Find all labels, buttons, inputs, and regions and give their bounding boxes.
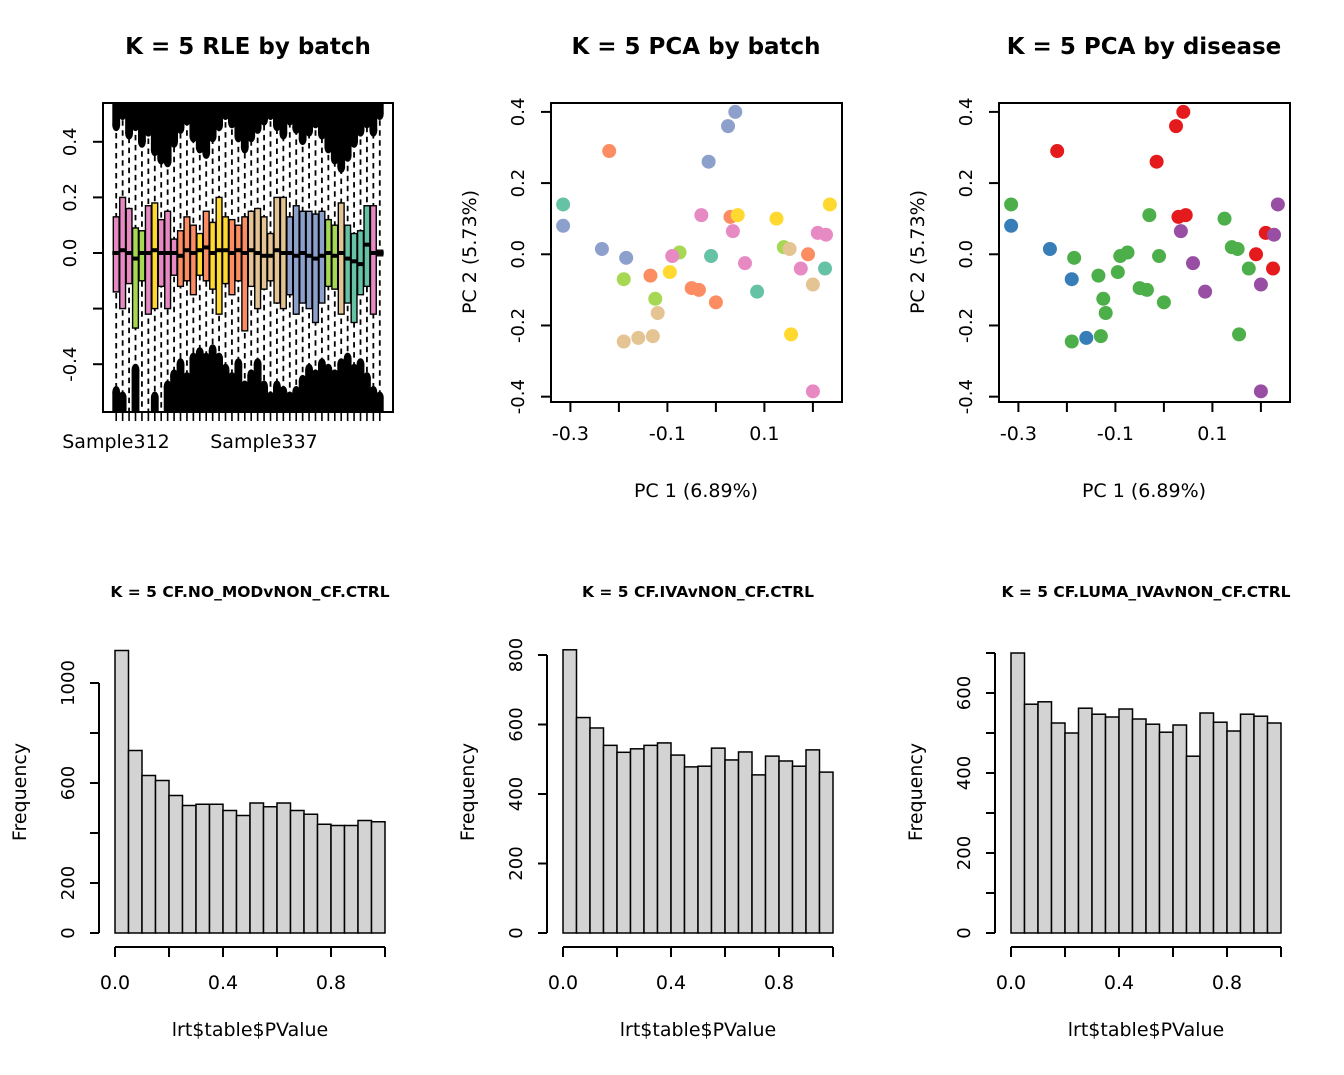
hist_iva-ytick-label: 600 <box>506 707 527 742</box>
hist-luma-xlabel: lrt$table$PValue <box>1067 1019 1225 1041</box>
pca_disease-xtick-label: -0.1 <box>1096 423 1134 445</box>
hist_luma-bar <box>1092 714 1106 933</box>
rle-box <box>197 234 203 276</box>
pca_batch-plot-frame <box>551 103 842 402</box>
rle-xtick-sample337: Sample337 <box>210 431 318 453</box>
rle-box <box>306 211 312 308</box>
pca_disease-point <box>1152 249 1166 263</box>
pca_batch-point <box>646 329 660 343</box>
pca_disease-point <box>1174 224 1188 238</box>
rle-outlier-mass-top <box>202 147 210 159</box>
rle-box <box>242 217 248 331</box>
rle-box <box>345 225 351 303</box>
pca_disease-point <box>1065 272 1079 286</box>
pca_disease-point <box>1111 265 1125 279</box>
pca_batch-point <box>801 247 815 261</box>
pca_disease-point <box>1142 208 1156 222</box>
pca-batch-chart <box>508 98 842 445</box>
hist_iva-ytick-label: 0 <box>506 927 527 939</box>
pca_disease-point <box>1113 249 1127 263</box>
rle-median <box>177 254 185 258</box>
rle-outlier-mass-top <box>376 108 384 120</box>
hist_luma-bar <box>1214 722 1228 933</box>
pca_batch-ytick-label: 0.0 <box>508 239 529 269</box>
rle-box <box>351 234 357 323</box>
hist-luma-ylabel: Frequency <box>905 742 927 842</box>
rle-outlier-mass-top <box>369 125 377 137</box>
pca_batch-point <box>750 285 764 299</box>
pca_disease-point <box>1043 242 1057 256</box>
pca_disease-point <box>1232 327 1246 341</box>
pca_disease-point <box>1266 262 1280 276</box>
hist_iva-ytick-label: 800 <box>506 637 527 673</box>
hist_luma-bar <box>1268 723 1282 933</box>
pca_disease-point <box>1004 219 1018 233</box>
pca_disease-ytick-label: 0.4 <box>956 97 977 127</box>
rle-box <box>338 203 344 314</box>
pca_batch-point <box>819 228 833 242</box>
hist_iva-xtick-label: 0.4 <box>655 972 687 994</box>
rle-box <box>287 217 293 295</box>
hist_luma-bar <box>1079 708 1093 933</box>
pca-disease-chart <box>956 98 1290 445</box>
hist_luma-bar <box>1011 653 1025 933</box>
hist-iva-xlabel: lrt$table$PValue <box>619 1019 777 1041</box>
rle-box <box>133 228 139 328</box>
rle-outlier-mass-bottom <box>119 392 127 404</box>
rle-outlier-mass-top <box>247 130 255 142</box>
hist_luma-bar <box>1200 713 1214 933</box>
pca_batch-point <box>770 212 784 226</box>
hist_luma-bar <box>1160 732 1174 933</box>
hist_iva-bar <box>725 760 739 933</box>
rle-outlier-mass-bottom <box>254 358 262 370</box>
pca_disease-point <box>1186 256 1200 270</box>
hist_luma-bar <box>1052 723 1066 933</box>
hist-luma-chart <box>954 653 1281 994</box>
hist_no_mod-bar <box>142 776 156 934</box>
pca_disease-point <box>1198 285 1212 299</box>
pca_batch-point <box>651 306 665 320</box>
pca_batch-point <box>806 384 820 398</box>
hist_no_mod-bar <box>156 781 170 934</box>
rle-median <box>363 243 371 247</box>
rle-ytick-label: 0.2 <box>60 183 81 212</box>
rle-box <box>210 222 216 289</box>
rle-outlier-mass-top <box>209 130 217 142</box>
rle-median <box>376 251 384 255</box>
pca_batch-point <box>709 295 723 309</box>
hist_no_mod-bar <box>169 796 183 934</box>
hist_no_mod-ytick-label: 1000 <box>58 660 79 706</box>
pca_disease-ytick-label: 0.2 <box>956 168 977 198</box>
pca_disease-point <box>1150 155 1164 169</box>
hist_iva-bar <box>563 650 577 933</box>
rle-box <box>165 211 171 308</box>
hist_luma-bar <box>1173 725 1187 933</box>
hist_luma-bar <box>1025 704 1039 933</box>
pca_disease-xtick-label: 0.1 <box>1197 423 1228 445</box>
hist_iva-bar <box>820 772 834 933</box>
hist_iva-bar <box>685 767 699 933</box>
rle-outlier-mass-bottom <box>363 372 371 384</box>
rle-box <box>120 197 126 308</box>
rle-outlier-mass-bottom <box>376 392 384 404</box>
rle-outlier-mass-top <box>241 141 249 153</box>
hist_iva-bar <box>779 761 793 933</box>
pca_disease-point <box>1065 334 1079 348</box>
rle-outlier-mass-top <box>215 119 223 131</box>
hist_iva-bar <box>739 752 753 933</box>
rle-median <box>132 257 140 261</box>
rle-plot-area <box>112 103 383 412</box>
pca_disease-ytick-label: -0.2 <box>956 307 977 344</box>
rle-outlier-mass-top <box>170 136 178 148</box>
pca_disease-point <box>1176 105 1190 119</box>
hist_iva-ytick-label: 400 <box>506 776 527 812</box>
pca_disease-point <box>1079 331 1093 345</box>
hist_iva-bar <box>806 750 820 933</box>
pca_disease-point <box>1218 212 1232 226</box>
rle-outlier-mass-bottom <box>209 344 217 356</box>
hist-no-mod-chart <box>58 651 385 995</box>
hist_no_mod-bar <box>250 803 264 933</box>
hist_no_mod-bar <box>358 821 372 934</box>
rle-outlier-mass-bottom <box>132 364 140 376</box>
hist_no_mod-xtick-label: 0.8 <box>315 972 347 994</box>
hist_iva-xtick-label: 0.0 <box>547 972 579 994</box>
hist_no_mod-bar <box>264 807 278 933</box>
rle-chart <box>60 103 393 421</box>
rle-box <box>178 231 184 287</box>
hist_luma-bar <box>1065 733 1079 933</box>
pca_batch-point <box>617 334 631 348</box>
hist_luma-xtick-label: 0.4 <box>1103 972 1135 994</box>
rle-outlier-mass-bottom <box>357 358 365 370</box>
hist_luma-ytick-label: 600 <box>954 675 975 711</box>
pca_batch-point <box>692 283 706 297</box>
pca-disease-title: K = 5 PCA by disease <box>1006 34 1282 60</box>
rle-median <box>337 251 345 255</box>
pca_disease-point <box>1050 144 1064 158</box>
pca_disease-plot-frame <box>999 103 1290 402</box>
pca_batch-point <box>617 272 631 286</box>
pca_disease-point <box>1094 329 1108 343</box>
rle-median <box>125 251 133 255</box>
hist_no_mod-bar <box>304 814 318 933</box>
rle-outlier-mass-top <box>138 136 146 148</box>
pca_batch-point <box>794 262 808 276</box>
hist_no_mod-bar <box>277 803 291 933</box>
hist_no_mod-bar <box>129 751 143 934</box>
rle-box <box>261 217 267 289</box>
rle-box <box>293 206 299 314</box>
pca_batch-point <box>783 242 797 256</box>
hist_luma-bar <box>1038 702 1052 933</box>
hist_no_mod-bar <box>237 816 251 934</box>
pca_batch-point <box>704 249 718 263</box>
pca_batch-point <box>738 256 752 270</box>
hist_luma-ytick-label: 200 <box>954 835 975 871</box>
rle-outlier-mass-top <box>299 133 307 145</box>
hist_no_mod-bar <box>372 822 386 933</box>
rle-box <box>255 209 261 309</box>
hist_iva-bar <box>671 755 685 933</box>
rle-box <box>313 214 319 322</box>
rle-median <box>267 254 275 258</box>
pca_disease-point <box>1231 242 1245 256</box>
hist_luma-ytick-label: 400 <box>954 755 975 791</box>
pca_batch-ytick-label: -0.4 <box>508 379 529 415</box>
hist_luma-bar <box>1106 717 1120 933</box>
pca_batch-point <box>556 197 570 211</box>
pca-batch-xlabel: PC 1 (6.89%) <box>633 480 759 502</box>
pca_batch-point <box>702 155 716 169</box>
rle-box <box>190 225 196 295</box>
hist_no_mod-ytick-label: 600 <box>58 765 79 801</box>
pca_batch-point <box>602 144 616 158</box>
pca_batch-point <box>806 278 820 292</box>
rle-outlier-mass-top <box>337 161 345 173</box>
pca_batch-point <box>731 208 745 222</box>
pca_disease-xtick-label: -0.3 <box>999 423 1037 445</box>
pca_batch-point <box>556 219 570 233</box>
hist_luma-bar <box>1227 731 1241 933</box>
hist_no_mod-xtick-label: 0.0 <box>99 972 131 994</box>
pca_disease-point <box>1242 262 1256 276</box>
hist_luma-bar <box>1133 719 1147 933</box>
hist_iva-bar <box>604 745 618 933</box>
hist-iva-chart <box>506 638 833 994</box>
rle-outlier-mass-top <box>279 127 287 139</box>
hist_luma-ytick-label: 0 <box>954 927 975 939</box>
hist_iva-bar <box>644 745 658 933</box>
rle-box <box>370 206 376 314</box>
rle-outlier-mass-top <box>164 155 172 167</box>
pca_batch-ytick-label: 0.2 <box>508 168 529 198</box>
hist-luma-title: K = 5 CF.LUMA_IVAvNON_CF.CTRL <box>1001 583 1291 601</box>
pca_disease-point <box>1096 292 1110 306</box>
rle-outlier-mass-top <box>305 125 313 137</box>
pca_batch-point <box>694 208 708 222</box>
hist_iva-ytick-label: 200 <box>506 846 527 881</box>
rle-outlier-mass-bottom <box>234 358 242 370</box>
hist_luma-bar <box>1146 724 1160 933</box>
pca_batch-point <box>823 197 837 211</box>
rle-outlier-mass-top <box>350 136 358 148</box>
hist_no_mod-bar <box>115 651 129 934</box>
pca_disease-point <box>1169 119 1183 133</box>
pca_batch-point <box>643 269 657 283</box>
hist-iva-ylabel: Frequency <box>457 742 479 842</box>
pca_batch-point <box>728 105 742 119</box>
rle-outlier-mass-bottom <box>222 364 230 376</box>
hist_iva-bar <box>766 756 780 933</box>
rle-title: K = 5 RLE by batch <box>125 34 371 60</box>
hist_iva-bar <box>577 718 591 933</box>
pca_disease-point <box>1254 278 1268 292</box>
hist_luma-bar <box>1187 756 1201 933</box>
pca_disease-point <box>1067 251 1081 265</box>
pca_disease-point <box>1099 306 1113 320</box>
pca_batch-point <box>663 265 677 279</box>
rle-outlier-mass-bottom <box>151 392 159 404</box>
rle-outlier-mass-bottom <box>260 380 268 392</box>
hist_luma-bar <box>1119 709 1133 933</box>
rle-outlier-mass-bottom <box>177 358 185 370</box>
hist_no_mod-bar <box>331 826 345 934</box>
hist_luma-bar <box>1241 714 1255 933</box>
pca_batch-ytick-label: -0.2 <box>508 307 529 344</box>
hist_iva-bar <box>631 749 645 933</box>
hist_no_mod-xtick-label: 0.4 <box>207 972 239 994</box>
rle-box <box>145 206 151 314</box>
hist_iva-bar <box>793 766 807 933</box>
rle-outlier-mass-top <box>357 125 365 137</box>
rle-box <box>235 225 241 281</box>
pca_batch-point <box>631 331 645 345</box>
pca_disease-point <box>1140 283 1154 297</box>
pca_disease-point <box>1271 197 1285 211</box>
hist-no-mod-title: K = 5 CF.NO_MODvNON_CF.CTRL <box>110 583 390 601</box>
pca-batch-ylabel: PC 2 (5.73%) <box>459 189 481 315</box>
pca_disease-point <box>1249 247 1263 261</box>
rle-xtick-sample312: Sample312 <box>62 431 170 453</box>
rle-outlier-mass-bottom <box>215 353 223 365</box>
hist_iva-bar <box>590 728 604 933</box>
hist_iva-bar <box>698 766 712 933</box>
pca_disease-ytick-label: -0.4 <box>956 379 977 415</box>
pca_batch-point <box>721 119 735 133</box>
pca_disease-point <box>1267 228 1281 242</box>
pca-batch-title: K = 5 PCA by batch <box>571 34 821 60</box>
rle-box <box>300 211 306 303</box>
rle-box <box>171 239 177 275</box>
rle-outlier-mass-top <box>177 122 185 134</box>
hist_no_mod-ytick-label: 200 <box>58 865 79 901</box>
rle-outlier-mass-top <box>344 150 352 162</box>
rle-box <box>216 197 222 314</box>
hist_iva-bar <box>617 752 631 933</box>
pca_batch-xtick-label: -0.3 <box>551 423 589 445</box>
pca_batch-xtick-label: 0.1 <box>749 423 780 445</box>
pca_batch-xtick-label: -0.1 <box>648 423 686 445</box>
rle-median <box>202 245 210 249</box>
hist_no_mod-bar <box>223 811 237 934</box>
hist_no_mod-bar <box>196 804 210 933</box>
hist_no_mod-bar <box>183 806 197 934</box>
hist_no_mod-bar <box>318 824 332 933</box>
hist_no_mod-bar <box>210 804 224 933</box>
rle-ytick-label: 0.0 <box>60 238 81 268</box>
hist_iva-bar <box>658 743 672 933</box>
hist-iva-title: K = 5 CF.IVAvNON_CF.CTRL <box>581 583 815 601</box>
rle-outlier-mass-top <box>125 127 133 139</box>
rle-outlier-mass-top <box>254 122 262 134</box>
pca_disease-point <box>1179 208 1193 222</box>
rle-median <box>357 262 365 266</box>
rle-box <box>126 209 132 284</box>
pca_batch-point <box>595 242 609 256</box>
hist_no_mod-bar <box>291 811 305 934</box>
hist_iva-bar <box>752 775 766 933</box>
hist-no-mod-ylabel: Frequency <box>9 742 31 842</box>
rle-box <box>139 231 145 281</box>
rle-outlier-mass-bottom <box>132 370 140 412</box>
pca-disease-xlabel: PC 1 (6.89%) <box>1081 480 1207 502</box>
rle-ytick-label: 0.4 <box>60 127 81 157</box>
pca_batch-point <box>619 251 633 265</box>
pca_batch-point <box>648 292 662 306</box>
pca_batch-point <box>818 262 832 276</box>
pca_disease-point <box>1091 269 1105 283</box>
pca-disease-ylabel: PC 2 (5.73%) <box>907 189 929 315</box>
pca_disease-ytick-label: 0.0 <box>956 239 977 269</box>
hist_no_mod-ytick-label: 0 <box>58 927 79 939</box>
pca_batch-point <box>784 327 798 341</box>
hist_iva-xtick-label: 0.8 <box>763 972 795 994</box>
rle-outlier-mass-top <box>112 119 120 131</box>
hist_luma-xtick-label: 0.8 <box>1211 972 1243 994</box>
hist_luma-xtick-label: 0.0 <box>995 972 1027 994</box>
hist_iva-bar <box>712 748 726 933</box>
pca_batch-ytick-label: 0.4 <box>508 97 529 127</box>
hist-no-mod-xlabel: lrt$table$PValue <box>171 1019 329 1041</box>
pca_batch-point <box>726 224 740 238</box>
rle-ytick-label: -0.4 <box>60 346 81 382</box>
rle-box <box>229 220 235 295</box>
hist_luma-bar <box>1254 716 1268 933</box>
pca_disease-point <box>1157 295 1171 309</box>
rle-outlier-mass-bottom <box>344 353 352 365</box>
pca_disease-point <box>1254 384 1268 398</box>
rle-box <box>152 203 158 309</box>
pca_batch-point <box>665 249 679 263</box>
hist_no_mod-bar <box>345 826 359 934</box>
pca_disease-point <box>1004 197 1018 211</box>
